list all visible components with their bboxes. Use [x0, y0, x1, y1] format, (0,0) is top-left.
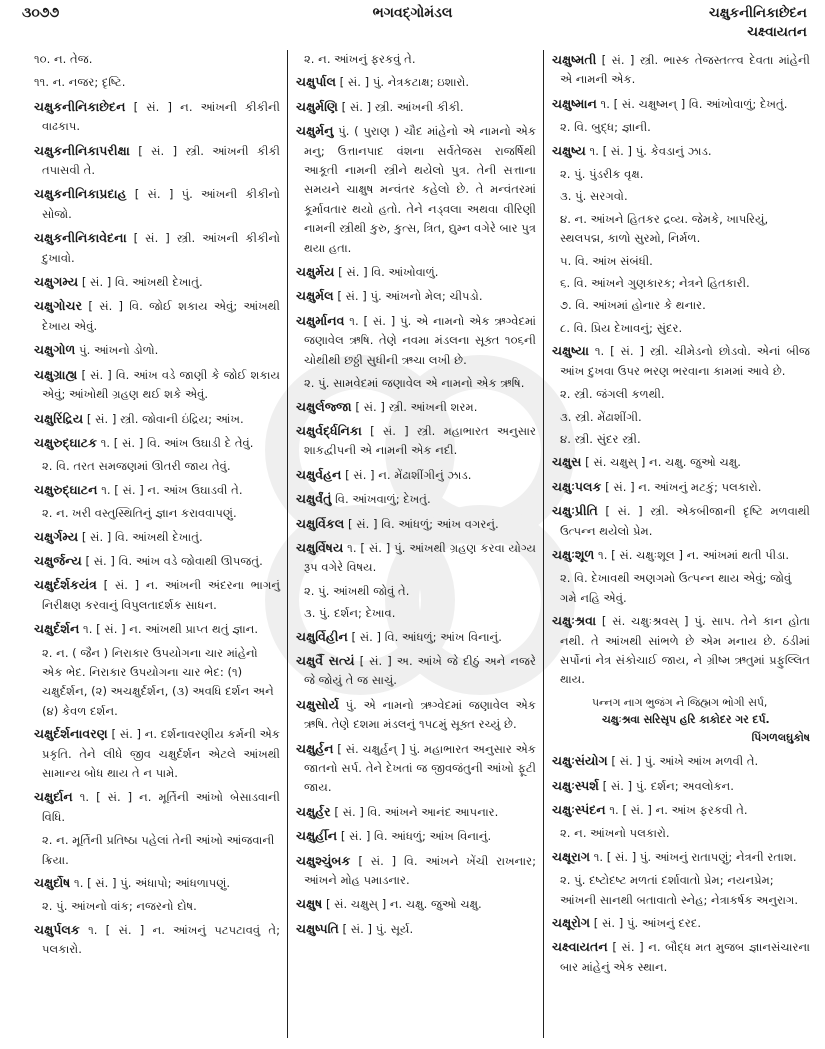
dictionary-entry: [552, 776, 810, 796]
dictionary-entry: [34, 724, 280, 783]
dictionary-entry: [296, 894, 536, 914]
entry-sense: [552, 187, 810, 206]
entry-headword: ચક્ષુઃશૂળ: [552, 546, 595, 562]
dictionary-entry: [34, 575, 280, 615]
entry-headword: ચક્ષુઃસ્પર્શ: [552, 777, 599, 793]
quote-line-2: ચક્ષુઃશ્રવા સરિસૃપ હરિ કાકોદર ગર દર્પ.: [602, 712, 770, 726]
entry-headword: ચક્ષુઃસ્પંદન: [552, 802, 606, 817]
entry-definition: ૧૧. ન. નજર; દૃષ્ટિ.: [34, 75, 126, 90]
entry-definition: [ સં. ] સ્ત્રી. એકબીજાની દૃષ્ટિ મળવાથી ઉત્પન્ન થયેલો પ્રેમ.: [560, 504, 810, 538]
verse-quote: [552, 694, 810, 747]
entry-headword: ચક્ષુગમ્ય: [34, 274, 79, 290]
dictionary-entry: [34, 527, 280, 547]
entry-headword: ચક્ષુર્વંતું: [296, 491, 332, 507]
entry-definition: ૪. ન. આંખને હિતકર દ્રવ્ય. જેમકે, ખાપરિયું, સ્થલપદ્મ, કાળો સુરમો, નિર્મળ.: [560, 211, 769, 246]
dictionary-entry: [34, 97, 280, 137]
entry-headword: ચક્ષુકનીનિકાપ્રદાહ: [34, 186, 127, 202]
entry-headword: ચક્ષુષ્ય: [552, 142, 586, 158]
entry-sense: [552, 430, 810, 449]
dictionary-entry: [296, 627, 536, 647]
entry-headword: ચક્ષુર્દર્શન: [34, 621, 80, 637]
entry-sense: [552, 871, 810, 910]
dictionary-entry: [296, 826, 536, 846]
entry-sense: [34, 457, 280, 476]
entry-definition: [ સં. ] પું. આંખનું દરદ.: [590, 916, 702, 931]
column-divider: [543, 50, 544, 1038]
entry-definition: [ સં. ] ન. આંખની કીકીની વાઢકાપ.: [42, 99, 280, 134]
entry-headword: ચક્ષુર્ગમ્ય: [34, 528, 79, 544]
entry-headword: ચક્ષુગોચર: [34, 298, 83, 314]
dictionary-entry: [552, 452, 810, 472]
entry-definition: [ સં. ] ન. આંખનું મટકું; પલકારો.: [601, 479, 762, 494]
entry-headword: ચક્ષુર્દર્શકયંત્ર: [34, 577, 97, 593]
page-header: [0, 0, 825, 48]
entry-definition: [ સં. ] પું. નેત્રકટાક્ષ; ઇશારો.: [336, 75, 470, 90]
entry-headword: ચક્ષુર્હર: [296, 803, 331, 819]
column-3: [552, 50, 810, 981]
entry-definition: ૨. ન. આંખનો પલકારો.: [560, 826, 670, 841]
entry-definition: ૧. [ સં. ] ન. મૂર્તિની આંખો બેસાડવાની વિધિ.: [42, 790, 280, 824]
column-2: [296, 50, 536, 943]
entry-definition: [ સં. ] સ્ત્રી. ભાસ્ક તેજસ્તત્ત્વ દેવતા માંહેની એ નામની એક.: [560, 53, 810, 87]
entry-sense: [552, 824, 810, 843]
entry-sense: [296, 604, 536, 623]
dictionary-entry: [296, 121, 536, 258]
entry-definition: [ સં. ] વિ. આંખથી દેખાતું.: [78, 529, 203, 544]
entry-definition: [ સં. ] વિ. આંધળું; આંખ વગરનું.: [344, 516, 499, 531]
entry-definition: ૪. સ્ત્રી. સુંદર સ્ત્રી.: [560, 431, 641, 446]
entry-definition: ૧. [ સં. ] વિ. આંખ ઉઘાડી દે તેવું.: [97, 435, 254, 450]
running-title: ભગવદ્ગોમંડલ: [372, 5, 453, 21]
entry-definition: પું. એ નામનો ઋગ્વેદમાં જણાવેલ એક ઋષિ. તેણે દશમા મંડલનું ૧૫૮મું સૂક્ત રચ્યું છે.: [304, 697, 536, 732]
dictionary-entry: [34, 409, 280, 429]
entry-sense: [34, 73, 280, 92]
dictionary-entry: [552, 800, 810, 820]
entry-headword: ચક્ષુર્મય: [296, 264, 335, 280]
entry-definition: [ સં. ] પું. સૂર્ય.: [338, 921, 414, 936]
quote-source: પિંગળલઘુકોષ: [751, 730, 810, 744]
dictionary-entry: [34, 619, 280, 639]
dictionary-entry: [296, 739, 536, 798]
entry-headword: ચક્ષુર્વિકલ: [296, 515, 345, 531]
dictionary-entry: [552, 477, 810, 497]
entry-definition: ૨. પું. દષ્ટોદષ્ટ મળતાં દર્શાવાતો પ્રેમ; નયનપ્રેમ; આંખની સાનથી બતાવાતો સ્નેહ; નેત્રાકર્ષક અનુરાગ.: [560, 873, 799, 907]
dictionary-columns: [0, 50, 825, 1045]
dictionary-entry: [296, 72, 536, 92]
entry-definition: ૧. [ સં. ] ન. આંખ ફરકવી તે.: [605, 803, 748, 817]
dictionary-entry: [34, 365, 280, 405]
entry-definition: [ સં. ] વિ. આંધળું; આંખ વિનાનું.: [347, 629, 502, 644]
dictionary-entry: [34, 141, 280, 181]
entry-headword: ચક્ષુર્વિહીન: [296, 628, 348, 644]
entry-headword: ચક્ષુર્મણિ: [296, 98, 338, 114]
dictionary-entry: [552, 937, 810, 977]
entry-definition: વિ. આંખવાળું; દેખતું.: [331, 492, 431, 507]
entry-headword: ચક્ષુર્હન: [296, 740, 334, 756]
entry-headword: ચક્ષુષ્યા: [552, 343, 589, 359]
entry-headword: ચક્ષુકનીનિકાછેદન: [34, 98, 126, 114]
entry-headword: ચક્ષુરુદ્ઘાટક: [34, 434, 98, 450]
entry-headword: ચક્ષુરુદ્ઘાટન: [34, 481, 98, 497]
entry-headword: ચક્ષુષ્પતિ: [296, 920, 339, 936]
entry-definition: [ સં. ] સ્ત્રી. આંખની કીકી તપાસવી તે.: [42, 143, 280, 178]
dictionary-entry: [296, 489, 536, 509]
entry-headword: ચક્ષુકનીનિકાપરીક્ષા: [34, 142, 130, 158]
entry-definition: [ સં. ] વિ. આંખ વડે જોવાથી ઊપજતું.: [81, 553, 263, 568]
dictionary-entry: [34, 480, 280, 500]
entry-sense: [552, 569, 810, 608]
entry-definition: ૨. વિ. તરત સમજણમાં ઊતરી જાય તેવું.: [42, 459, 231, 474]
dictionary-entry: [552, 847, 810, 867]
dictionary-entry: [296, 262, 536, 282]
entry-definition: ૨. ન. આંખનું ફરકવું તે.: [304, 52, 416, 66]
entry-definition: [ સં. ] પું. આંખે આંખ મળવી તે.: [607, 754, 759, 769]
entry-definition: ૩. પું. સરગવો.: [560, 189, 628, 204]
entry-definition: ૧. [ સં. ] ન. આંખથી પ્રાપ્ત થતું જ્ઞાન.: [79, 622, 259, 637]
entry-definition: [ સં. ] ન. બૌદ્ધ મત મુજબ જ્ઞાનસંચારના બાર માંહેનું એક સ્થાન.: [560, 940, 810, 974]
entry-headword: ચક્ષુસોર્ય: [296, 696, 339, 712]
dictionary-entry: [552, 94, 810, 114]
dictionary-entry: [296, 695, 536, 735]
entry-definition: ૧૦. ન. તેજ.: [34, 52, 93, 66]
entry-headword: ચક્ષુર્માનવ: [296, 312, 345, 328]
dictionary-entry: [296, 651, 536, 691]
dictionary-entry: [34, 551, 280, 571]
dictionary-entry: [296, 397, 536, 417]
entry-headword: ચક્ષુષ: [296, 896, 323, 912]
entry-definition: ૨. પું. પુંડરીક વૃક્ષ.: [560, 167, 644, 182]
entry-definition: [ સં. ] સ્ત્રી. મહાભારત અનુસાર શાકદ્વીપની એ નામની એક નદી.: [304, 423, 536, 458]
entry-definition: ૧. [ સં. ] ન. આંખનું પટપટાવવું તે; પલકારો.: [42, 922, 280, 957]
dictionary-entry: [34, 433, 280, 453]
entry-sense: [552, 118, 810, 137]
entry-definition: [ સં. ] પું. દર્શન; અવલોકન.: [598, 778, 734, 793]
entry-definition: [ સં. ] પું. આંખની કીકીનો સોજો.: [42, 187, 280, 221]
entry-definition: [ સં. ] અ. આંખે જે દીઠું અને નજરે જે જોયું તે જ સાચું.: [304, 653, 536, 688]
entry-headword: ચક્ષુર્દોષ: [34, 875, 71, 891]
entry-definition: ૨. પું. આંખથી જોવું તે.: [304, 583, 410, 598]
entry-sense: [296, 582, 536, 601]
entry-definition: [ સં. ] વિ. આંખ વડે જાણી કે જોઈ શકાય એવું; આંખોથી ગ્રહણ થઈ શકે એવું.: [42, 367, 280, 402]
entry-definition: [ સં. ] વિ. આંખને ખેંચી રાખનાર; આંખને મોહ પમાડનાર.: [304, 853, 536, 888]
dictionary-entry: [552, 913, 810, 933]
dictionary-entry: [552, 751, 810, 771]
entry-headword: ચક્ષુકનીનિકાવેદના: [34, 230, 127, 246]
entry-definition: ૧. [ સં. ચક્ષુષ્મન્ ] વિ. આંખોવાળું; દેખતું.: [596, 96, 788, 111]
entry-definition: ૫. વિ. આંખ સંબંધી.: [560, 253, 653, 268]
dictionary-entry: [34, 228, 280, 268]
entry-headword: ચક્ષુઃસંયોગ: [552, 753, 608, 769]
entry-sense: [552, 165, 810, 184]
dictionary-entry: [296, 465, 536, 485]
entry-definition: [ સં. ] સ્ત્રી. આંખની કીકી.: [337, 99, 464, 114]
entry-sense: [296, 374, 536, 393]
entry-definition: ૧. [ સં. ] પું. કેવડાનું ઝાડ.: [585, 143, 712, 158]
column-3-entries: [552, 50, 810, 690]
page-number: ૩૦૭૭: [22, 5, 60, 21]
guide-word-first: ચક્ષુકનીનિકાછેદન: [708, 5, 807, 21]
dictionary-entry: [296, 851, 536, 891]
entry-headword: ચક્ષ્વાયતન: [552, 939, 608, 955]
entry-definition: ૨. વિ. બુદ્ધ; જ્ઞાની.: [560, 120, 651, 135]
dictionary-entry: [296, 538, 536, 578]
dictionary-entry: [34, 184, 280, 224]
entry-headword: ચક્ષુષ્મતી: [552, 52, 597, 67]
entry-sense: [552, 408, 810, 427]
entry-headword: ચક્ષુર્લજ્જા: [296, 398, 352, 414]
entry-headword: ચક્ષુર્વૈ સત્યં: [296, 652, 355, 668]
entry-headword: ચક્ષુર્મનુ: [296, 123, 334, 139]
entry-headword: ચક્ષુર્પલક: [34, 921, 80, 937]
entry-sense: [552, 296, 810, 315]
entry-headword: ચક્ષુર્હીન: [296, 828, 338, 844]
entry-definition: [ સં. ] પું. આંખનો મેલ; ચીપડો.: [333, 289, 483, 304]
column-divider: [287, 50, 288, 1038]
entry-definition: ૨. ન. ખરી વસ્તુસ્થિતિનું જ્ઞાન કરાવવાપણું.: [42, 506, 237, 521]
entry-definition: ૧. [ સં. ] પું. આંખથી ગ્રહણ કરવા યોગ્ય રૂપ વગેરે વિષય.: [304, 540, 536, 575]
entry-definition: [ સં. ચક્ષુઃશ્રવસ્ ] પું. સાપ. તેને કાન હોતા નથી. તે આંખથી સાંભળે છે એમ મનાય છે. ઠંડીમાં સર્પોનાં નેત્ર સંકોચાઈ જાય, ને ગ્રીષ્મ ઋતુમાં પ્રફુલ્લિત થાય.: [560, 614, 810, 687]
entry-sense: [552, 274, 810, 293]
dictionary-entry: [296, 97, 536, 117]
dictionary-entry: [34, 873, 280, 893]
entry-headword: ચક્ષુર્દર્શનાવરણ: [34, 726, 108, 742]
column-3-entries-after: [552, 751, 810, 977]
dictionary-entry: [552, 50, 810, 90]
dictionary-entry: [34, 920, 280, 960]
dictionary-entry: [296, 919, 536, 939]
entry-definition: [ સં. ] વિ. આંખને આનંદ આપનાર.: [330, 804, 499, 819]
entry-definition: પું. આંખનો ડોળો.: [75, 343, 159, 358]
entry-headword: ચક્ષૂરોગ: [552, 915, 591, 931]
entry-headword: ચક્ષુશ્ચુંબક: [296, 852, 351, 868]
dictionary-entry: [552, 341, 810, 381]
entry-definition: [ સં. ચક્ષુસ્ ] ન. ચક્ષુ. જુઓ ચક્ષુ.: [581, 455, 741, 470]
entry-definition: ૩. સ્ત્રી. મેંઢાશીંગી.: [560, 409, 642, 424]
entry-definition: [ સં. ] ન. આંખની અંદરના ભાગનું નિરીક્ષણ કરવાનું વિપુલતાદર્શક સાધન.: [42, 578, 280, 612]
dictionary-entry: [34, 787, 280, 827]
dictionary-entry: [296, 311, 536, 370]
entry-definition: પું. ( પુરાણ ) ચૌદ માંહેનો એ નામનો એક મનુ; ઉત્તાનપાદ વંશના સર્વતેજસ રાજર્ષિથી આકૂતી નામની સ્ત્રીને થયેલો પુત્ર. તેની સત્તાના સમયને ચાક્ષુષ મન્વંતર કહેલો છે. તે મન્વંતરમાં કૂર્માવતાર થયો હતો. તેને નડ્વલા અથવા વીરિણી નામની સ્ત્રીથી કુરુ, કુત્સ, ત્રિત, દ્યુમ્ન વગેરે બાર પુત્ર થયા હતા.: [304, 124, 536, 255]
column-1: [34, 50, 280, 964]
guide-words: [709, 4, 807, 42]
dictionary-entry: [552, 501, 810, 541]
entry-sense: [552, 385, 810, 404]
entry-definition: [ સં. ] વિ. આંખોવાળું.: [334, 265, 439, 280]
entry-headword: ચક્ષુઃપ્રીતિ: [552, 503, 598, 519]
entry-definition: ૬. વિ. આંખને ગુણકારક; નેત્રને હિતકારી.: [560, 276, 750, 291]
entry-definition: [ સં. ] સ્ત્રી. આંખની કીકીનો દુખાવો.: [42, 231, 280, 265]
entry-headword: ચક્ષુગોળ: [34, 342, 76, 358]
guide-word-last: ચક્ષ્વાયતન: [747, 24, 807, 40]
entry-sense: [296, 50, 536, 69]
entry-sense: [34, 897, 280, 916]
dictionary-entry: [552, 611, 810, 690]
entry-definition: ૨. ન. મૂર્તિની પ્રતિષ્ઠા પહેલાં તેની આંખો આંજવાની ક્રિયા.: [42, 833, 275, 867]
entry-headword: ચક્ષુસ: [552, 454, 582, 470]
dictionary-entry: [34, 296, 280, 336]
entry-definition: ૩. પું. દર્શન; દેખાવ.: [304, 606, 396, 621]
entry-definition: ૧. [ સં. ] પું. એ નામનો એક ઋગ્વેદમાં જણાવેલ ઋષિ. તેણે નવમા મંડલના સૂક્ત ૧૦૬ની ચોથીથી છઠ્ઠી સુધીની ઋચા લખી છે.: [304, 313, 536, 367]
dictionary-entry: [34, 340, 280, 360]
quote-line-1: પન્નગ નાગ ભુજંગ ને જિહ્મગ ભોગી સર્પ,: [592, 695, 768, 709]
entry-headword: ચક્ષુર્મલ: [296, 288, 334, 304]
entry-headword: ચક્ષુષ્માન: [552, 95, 597, 111]
entry-sense: [552, 319, 810, 338]
entry-headword: ચક્ષુર્જન્ય: [34, 552, 82, 568]
entry-definition: [ સં. ] વિ. આંધળું; આંખ વિનાનું.: [337, 829, 492, 844]
entry-headword: ચક્ષુર્વર્દ્ધનિકા: [296, 422, 362, 438]
dictionary-entry: [552, 141, 810, 161]
entry-sense: [34, 644, 280, 722]
entry-sense: [34, 50, 280, 69]
entry-headword: ચક્ષુઃપલક: [552, 478, 602, 494]
entry-headword: ચક્ષૂરાગ: [552, 848, 591, 864]
entry-definition: ૧. [ સં. ] પું. અંધાપો; આંધળાપણું.: [70, 876, 231, 891]
entry-definition: ૨. સ્ત્રી. જંગલી કળથી.: [560, 387, 665, 402]
entry-definition: [ સં. ચક્ષુસ્ ] ન. ચક્ષુ. જુઓ ચક્ષુ.: [322, 897, 482, 912]
entry-definition: ૧. [ સં. ચક્ષુઃશૂલ ] ન. આંખમાં થતી પીડા.: [594, 547, 790, 562]
entry-definition: [ સં. ] વિ. જોઈ શકાય એવું; આંખથી દેખાય એવું.: [42, 299, 280, 333]
entry-headword: ચક્ષુર્પાલ: [296, 74, 336, 90]
entry-headword: ચક્ષુર્વિષય: [296, 539, 344, 555]
dictionary-entry: [34, 272, 280, 292]
entry-sense: [552, 210, 810, 249]
entry-definition: [ સં. ] સ્ત્રી. આંખની શરમ.: [351, 399, 478, 414]
entry-definition: [ સં. ] ન. દર્શનાવરણીય કર્મની એક પ્રકૃતિ. તેને લીધે જીવ ચક્ષુર્દર્શન એટલે આંખથી સામાન્ય બોધ થાય તે ન પામે.: [42, 727, 280, 780]
entry-definition: ૧. [ સં. ] પું. આંખનું રાતાપણું; નેત્રની રતાશ.: [590, 849, 797, 864]
entry-definition: ૨. ન. ( જૈન ) નિરાકાર ઉપયોગના ચાર માંહેનો એક ભેદ. નિરાકાર ઉપયોગના ચાર ભેદ: (૧) ચક્ષુર્દર્શન, (૨) અચક્ષુર્દર્શન, (૩) અવધિ દર્શન અને (૪) કેવળ દર્શન.: [42, 645, 274, 718]
entry-headword: ચક્ષુઃશ્રવા: [552, 613, 597, 629]
entry-definition: ૮. વિ. પ્રિય દેખાવનું; સુંદર.: [560, 320, 683, 335]
entry-definition: [ સં. ] ન. મેંઢાશીંગીનું ઝાડ.: [341, 467, 472, 482]
entry-headword: ચક્ષુર્વહન: [296, 466, 342, 482]
entry-definition: ૧. [ સં. ] ન. આંખ ઉઘાડવી તે.: [97, 482, 243, 497]
entry-definition: [ સં. ] વિ. આંખથી દેખાતું.: [78, 275, 203, 290]
entry-definition: ૨. પું. આંખનો વાંક; નજરનો દોષ.: [42, 899, 197, 914]
dictionary-entry: [296, 514, 536, 534]
entry-headword: ચક્ષુરિંદ્રિય: [34, 410, 84, 426]
dictionary-entry: [296, 802, 536, 822]
entry-sense: [552, 252, 810, 271]
entry-sense: [34, 831, 280, 870]
dictionary-entry: [296, 286, 536, 306]
entry-sense: [34, 504, 280, 523]
entry-definition: [ સં. ચક્ષુર્હન્ ] પું. મહાભારત અનુસાર એક જાતનો સર્પ. તેને દેખતાં જ જીવજંતુની આંખો ફૂટી જાય.: [304, 741, 536, 795]
entry-definition: ૭. વિ. આંખમાં હોનાર કે થનાર.: [560, 298, 706, 313]
entry-definition: ૧. [ સં. ] સ્ત્રી. ચીમેડનો છોડવો. એનાં બીજ આંખ દુખવા ઉપર ભરણ ભરવાના કામમાં આવે છે.: [560, 344, 810, 378]
entry-headword: ચક્ષુગ્રાહ્ય: [34, 366, 78, 382]
dictionary-entry: [296, 421, 536, 461]
dictionary-entry: [552, 545, 810, 565]
entry-definition: [ સં. ] સ્ત્રી. જોવાની ઇંદ્રિય; આંખ.: [83, 411, 244, 426]
entry-definition: ૨. પું. સામવેદમાં જણાવેલ એ નામનો એક ઋષિ.: [304, 376, 525, 391]
entry-definition: ૨. વિ. દેખાવથી અણગમો ઉત્પન્ન થાય એવું; જોવું ગમે નહિ એવું.: [560, 571, 792, 605]
entry-headword: ચક્ષુર્દાન: [34, 789, 73, 805]
